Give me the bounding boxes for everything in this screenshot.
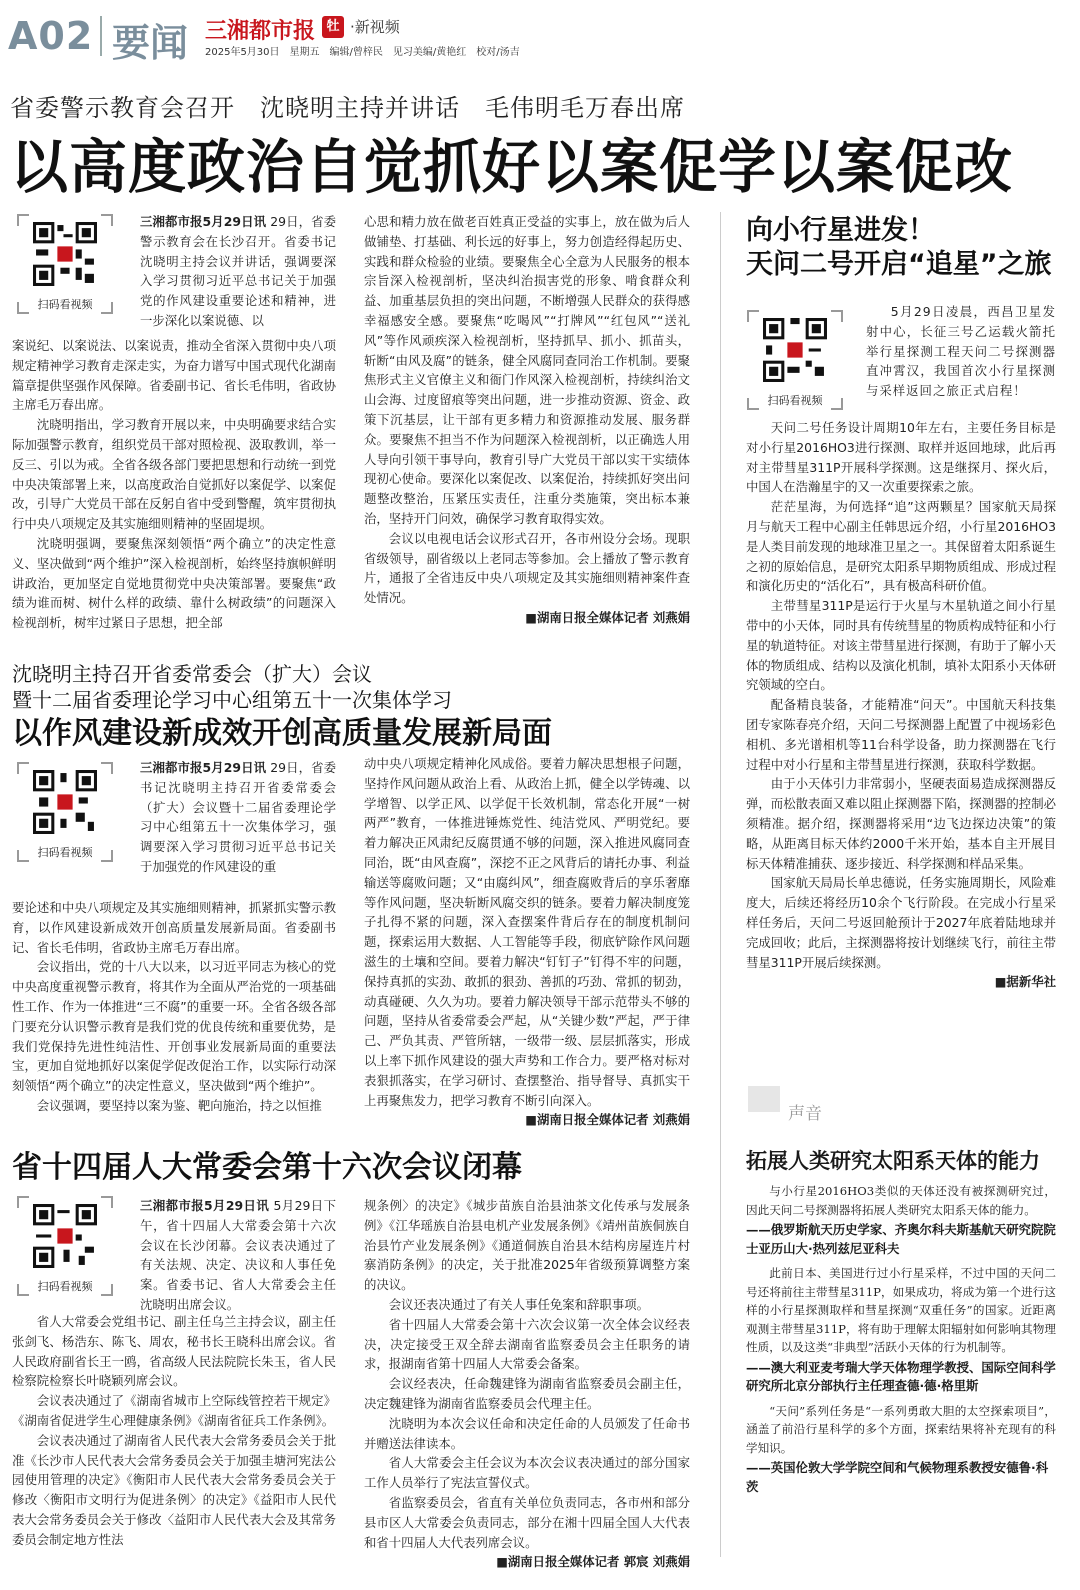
masthead-divider	[100, 16, 102, 56]
article2-headline: 以作风建设新成效开创高质量发展新局面	[12, 716, 552, 751]
article3-para-1: 5月29日下午，省十四届人大常委会第十六次会议在长沙闭幕。会议表决通过了有关法规、决定、决议和人事任免案。省委书记、省人大常委会主任沈晓明出席会议。	[140, 1198, 336, 1312]
sidebar-qr-code[interactable]	[740, 310, 850, 420]
article3-headline: 省十四届人大常委会第十六次会议闭幕	[12, 1150, 522, 1185]
qr-label: 扫码看视频	[37, 1280, 93, 1293]
article2-para-1a: 29日，省委书记沈晓明主持召开省委常委会（扩大）会议暨十二届省委理论学习中心组第五十一次集体学习，强调要深入学习贯彻习近平总书记关于加强党的作风建设的重	[140, 760, 336, 874]
brand-badge-icon: 牡	[322, 16, 344, 38]
page-number: A02	[8, 14, 94, 58]
sidebar-para-5: 由于小天体引力非常弱小，坚硬表面易造成探测器反弹，而松散表面又难以阻止探测器下陷，探测器的控制必须精准。据介绍，探测器将采用“边飞边探边决策”的策略，从距离目标天体约2000千米开始，基本自主开展目标天体精准捕获、逐步接近、科学探测和样品采集。	[746, 776, 1056, 871]
article1-byline: ■湖南日报全媒体记者 刘燕娟	[525, 609, 690, 625]
article1-headline: 以高度政治自觉抓好以案促学以案促改	[10, 133, 1014, 201]
article3-para-2: 省人大常委会党组书记、副主任乌兰主持会议，副主任张剑飞、杨浩东、陈飞、周农，秘书长王晓科出席会议。省人民政府副省长王一鸥，省高级人民法院院长朱玉，省人民检察院检察长叶晓颖列席会议。	[12, 1314, 336, 1389]
article1-para-5: 会议以电视电话会议形式召开，各市州设分会场。现职省级领导，副省级以上老同志等参加。会上播放了警示教育片，通报了全省违反中央八项规定及其实施细则精神案件查处情况。	[364, 530, 690, 606]
sidebar-body	[746, 418, 1056, 992]
article3-para-6: 会议还表决通过了有关人事任免案和辞职事项。	[388, 1296, 649, 1312]
article1-para-2: 沈晓明指出，学习教育开展以来，中央明确要求结合实际加强警示教育，组织党员干部对照检视、汲取教训，举一反三、引以为戒。全省各级各部门要把思想和行动统一到党中央决策部署上来，以高度政治自觉抓好以案促学、以案促改，引导广大党员干部在反躬自省中受到警醒，筑牢贯彻执行中央八项规定及其实施细则精神的坚固堤坝。	[12, 417, 336, 532]
voice-attribution-1: ——俄罗斯航天历史学家、齐奥尔科夫斯基航天研究院院士亚历山大·热列兹尼亚科夫	[746, 1222, 1056, 1256]
article2-kicker-line2: 暨十二届省委理论学习中心组第五十一次集体学习	[12, 688, 452, 712]
article3-column1	[12, 1312, 336, 1550]
qr-label: 扫码看视频	[37, 298, 93, 311]
article1-para-3: 沈晓明强调，要聚焦深刻领悟“两个确立”的决定性意义、坚决做到“两个维护”深入检视剖析，始终坚持旗帜鲜明讲政治，更加坚定自觉地贯彻党中央决策部署。要聚焦“政绩为谁而树、树什么样的政绩、靠什么树政绩”的问题深入检视剖析，树牢过紧日子思想，把全部	[12, 535, 336, 631]
article2-para-3: 会议强调，要坚持以案为鉴、靶向施治，持之以恒推	[36, 1097, 322, 1113]
article2-para-4: 动中央八项规定精神化风成俗。要着力解决思想根子问题，坚持作风问题从政治上看、从政治上抓，健全以学铸魂、以学增智、以学正风、以学促干长效机制，常态化开展“一树两严”教育，一体推进锤炼党性、纯洁党风、严明党纪。要着力解决正风肃纪反腐贯通不够的问题，深入推进风腐同查同治，既“由风查腐”，深挖不正之风背后的请托办事、利益输送等腐败问题；又“由腐纠风”，细查腐败背后的享乐奢靡等作风问题，坚决斩断风腐交织的链条。要着力解决制度笼子扎得不紧的问题，深入查摆案件背后存在的制度机制问题，探索运用大数据、人工智能等手段，彻底铲除作风问题滋生的土壤和空间。要着力解决“钉钉子”钉得不牢的问题，保持真抓的实劲、敢抓的狠劲、善抓的巧劲、常抓的韧劲，动真碰硬、久久为功。要着力解决领导干部示范带头不够的问题，坚持从省委常委会严起，从“关键少数”严起，严于律己、严负其责、严管所辖，一级带一级、层层抓落实，形成以上率下抓作风建设的强大声势和工作合力。要严格对标对表狠抓落实，在学习研讨、查摆整治、指导督导、真抓实干上再聚焦发力，把学习教育不断引向深入。	[364, 756, 690, 1108]
article1-column2	[364, 212, 690, 628]
qr-label: 扫码看视频	[767, 394, 823, 407]
voice-quote-3: “天问”系列任务是“一系列勇敢大胆的太空探索项目”，涵盖了前沿行星科学的多个方面，探索结果将补充现有的科学知识。	[746, 1403, 1056, 1455]
qr-code-icon	[763, 318, 827, 382]
voice-quote-2: 此前日本、美国进行过小行星采样，不过中国的天问二号还将前往主带彗星311P，如果成功，将成为第一个进行这样的小行星探测取样和彗星探测“双重任务”的国家。近距离观测主带彗星311P，将有助于理解太阳辐射如何影响其物理性质，以及这类“非典型”活跃小天体的行为机制等。	[746, 1266, 1056, 1354]
article3-para-9: 沈晓明为本次会议任命和决定任命的人员颁发了任命书并赠送法律读本。	[364, 1415, 690, 1451]
voice-quote-1: 与小行星2016HO3类似的天体还没有被探测研究过，因此天问二号探测器将拓展人类研究太阳系天体的能力。	[746, 1184, 1056, 1217]
article1-para-4: 心思和精力放在做老百姓真正受益的实事上，放在做为后人做铺垫、打基础、利长远的好事上，努力创造经得起历史、实践和群众检验的业绩。要聚焦全心全意为人民服务的根本宗旨深入检视剖析，坚决纠治损害党的形象、啃食群众利益、加重基层负担的突出问题，不断增强人民群众的获得感幸福感安全感。要聚焦“吃喝风”“打牌风”“红包风”“送礼风”等作风顽疾深入检视剖析，坚持抓早、抓小、抓苗头，斩断“由风及腐”的链条，健全风腐同查同治工作机制。要聚焦形式主义官僚主义和衙门作风深入检视剖析，持续纠治文山会海、过度留痕等突出问题，进一步推动资源、资金、政策下沉基层，让干部有更多精力和资源推动发展、服务群众。要聚焦不担当不作为问题深入检视剖析，以正确选人用人导向引领干事导向，教育引导广大党员干部以实干实绩体现初心使命。要深化以案促改、以案促治，持续抓好突出问题整改整治，压紧压实责任，注重分类施策，突出标本兼治，坚持开门问效，确保学习教育取得实效。	[364, 214, 690, 526]
sidebar-divider	[720, 212, 721, 1557]
article1-para-1a: 29日，省委警示教育会在长沙召开。省委书记沈晓明主持会议并讲话，强调要深入学习贯彻习近平总书记关于加强党的作风建设重要论述和精神，进一步深化以案说德、以	[140, 214, 336, 328]
newspaper-logo: 三湘都市报	[205, 19, 316, 44]
article3-para-8: 会议经表决，任命魏建锋为湖南省监察委员会副主任，决定魏建锋为湖南省监察委员会代理主任。	[364, 1376, 690, 1411]
qr-label: 扫码看视频	[37, 846, 93, 859]
sidebar-headline-line2: 天问二号开启“追星”之旅	[746, 249, 1052, 280]
article3-qr-code[interactable]	[10, 1196, 120, 1306]
voice-label: 声音	[788, 1104, 822, 1124]
qr-code-icon	[33, 770, 97, 834]
qr-code-icon	[33, 222, 97, 286]
article1-column1-top	[140, 212, 336, 331]
article1-lead: 三湘都市报5月29日讯	[140, 214, 267, 229]
article2-column2	[364, 754, 690, 1130]
brand-subtitle: ·新视频	[350, 18, 400, 36]
article2-para-2: 会议指出，党的十八大以来，以习近平同志为核心的党中央高度重视警示教育，将其作为全面从严治党的一项基础性工作、作为一体推进“三不腐”的重要一环。全省各级各部门要充分认识警示教育是我们党的优良传统和重要优势，是我们党保持先进性纯洁性、开创事业发展新局面的重要法宝，更加自觉地抓好以案促学促改促治工作，以实际行动深刻领悟“两个确立”的决定性意义，坚决做到“两个维护”。	[12, 959, 336, 1094]
article2-byline: ■湖南日报全媒体记者 刘燕娟	[525, 1112, 690, 1128]
sidebar-intro	[866, 302, 1056, 401]
article3-lead: 三湘都市报5月29日讯	[140, 1198, 270, 1213]
article3-para-3: 会议表决通过了《湖南省城市上空际线管控若干规定》《湖南省促进学生心理健康条例》《湖南省征兵工作条例》。	[12, 1393, 336, 1428]
sidebar-para-4: 配备精良装备，才能精准“问天”。中国航天科技集团专家陈春亮介绍，天问二号探测器上配置了中视场彩色相机、多光谱相机等11台科学设备，助力探测器在飞行过程中对小行星和主带彗星进行探测，获取科学数据。	[746, 697, 1056, 772]
dateline: 2025年5月30日 星期五 编辑/曾梓民 见习美编/黄艳红 校对/汤吉	[205, 47, 520, 58]
article3-para-4: 会议表决通过了湖南省人民代表大会常务委员会关于批准《长沙市人民代表大会常务委员会关于加强圭塘河宪法公园使用管理的决定》《衡阳市人民代表大会常务委员会关于修改〈衡阳市文明行为促进条例〉的决定》《益阳市人民代表大会常务委员会关于修改〈益阳市人民代表大会及其常务委员会制定地方性法	[12, 1432, 336, 1547]
sidebar-headline	[746, 214, 1052, 282]
article1-qr-code[interactable]	[10, 214, 120, 324]
article2-qr-code[interactable]	[10, 762, 120, 872]
article3-column2	[364, 1196, 690, 1572]
article2-kicker-line1: 沈晓明主持召开省委常委会（扩大）会议	[12, 662, 372, 686]
voice-label-bar	[748, 1086, 780, 1112]
sidebar-para-1: 天问二号任务设计周期10年左右，主要任务目标是对小行星2016HO3进行探测、取样并返回地球，此后再对主带彗星311P开展科学探测。这是继探月、探火后，中国人在浩瀚星宇的又一次重要探索之旅。	[746, 420, 1056, 495]
sidebar-headline-line1: 向小行星进发！	[746, 215, 935, 246]
article3-byline: ■湖南日报全媒体记者 郭宸 刘燕娟	[496, 1554, 690, 1570]
article1-para-1b: 案说纪、以案说法、以案说责，推动全省深入贯彻中央八项规定精神学习教育走深走实，为奋力谱写中国式现代化湖南篇章提供坚强作风保障。省委副书记、省长毛伟明，省政协主席毛万春出席。	[12, 338, 336, 413]
article3-para-7: 省十四届人大常委会第十六次会议第一次全体会议经表决，决定接受王双全辞去湖南省监察委员会主任职务的请求，报湖南省第十四届人大常委会备案。	[364, 1316, 690, 1372]
sidebar-para-6: 国家航天局局长单忠德说，任务实施周期长，风险难度大，后续还将经历10余个飞行阶段。在完成小行星采样任务后，天问二号返回舱预计于2027年底着陆地球并完成回收；此后，主探测器将按计划继续飞行，前往主带彗星311P开展后续探测。	[746, 875, 1056, 970]
article1-column1	[12, 336, 336, 633]
article3-para-5: 规条例〉的决定》《城步苗族自治县油茶文化传承与发展条例》《江华瑶族自治县电机产业发展条例》《靖州苗族侗族自治县竹产业发展条例》《通道侗族自治县木结构房屋连片村寨消防条例》的决定，关于批准2025年省级预算调整方案的决议。	[364, 1198, 690, 1293]
article2-column1	[12, 898, 336, 1116]
article2-lead: 三湘都市报5月29日讯	[140, 760, 267, 775]
voice-attribution-3: ——英国伦敦大学学院空间和气候物理系教授安德鲁·科茨	[746, 1460, 1049, 1494]
article3-para-11: 省监察委员会，省直有关单位负责同志，各市州和部分县市区人大常委会负责同志，部分在湘十四届全国人大代表和省十四届人大代表列席会议。	[364, 1494, 690, 1550]
voice-attribution-2: ——澳大利亚麦考瑞大学天体物理学教授、国际空间科学研究所北京分部执行主任理查德·德·格里斯	[746, 1359, 1056, 1393]
article1-kicker: 省委警示教育会召开 沈晓明主持并讲话 毛伟明毛万春出席	[10, 94, 685, 122]
voice-quotes	[746, 1182, 1056, 1502]
sidebar-byline: ■据新华社	[994, 974, 1056, 990]
section-name: 要闻	[112, 21, 189, 65]
article3-column1-top	[140, 1196, 336, 1315]
qr-code-icon	[33, 1204, 97, 1268]
sidebar-intro-text: 5月29日凌晨，西昌卫星发射中心，长征三号乙运载火箭托举行星探测工程天问二号探测器直冲霄汉，我国首次小行星探测与采样返回之旅正式启程！	[866, 304, 1056, 399]
article2-para-1b: 要论述和中央八项规定及其实施细则精神，抓紧抓实警示教育，以作风建设新成效开创高质量发展新局面。省委副书记、省长毛伟明，省政协主席毛万春出席。	[12, 900, 336, 955]
article2-column1-top	[140, 758, 336, 877]
article3-para-10: 省人大常委会主任会议为本次会议表决通过的部分国家工作人员举行了宪法宣誓仪式。	[364, 1455, 690, 1491]
sidebar-para-2: 茫茫星海，为何选择“追”这两颗星？国家航天局探月与航天工程中心副主任韩思远介绍，小行星2016HO3是人类目前发现的地球准卫星之一。其保留着太阳系诞生之初的原始信息，是研究太阳系早期物质组成、形成过程和演化历史的“活化石”，具有极高科研价值。	[746, 499, 1056, 594]
sidebar-para-3: 主带彗星311P是运行于火星与木星轨道之间小行星带中的小天体，同时具有传统彗星的物质构成特征和小行星的轨道特征。对该主带彗星进行探测，有助于了解小天体的物质组成、结构以及演化机制，填补太阳系小天体研究领域的空白。	[746, 598, 1056, 693]
voice-headline: 拓展人类研究太阳系天体的能力	[746, 1149, 1040, 1173]
